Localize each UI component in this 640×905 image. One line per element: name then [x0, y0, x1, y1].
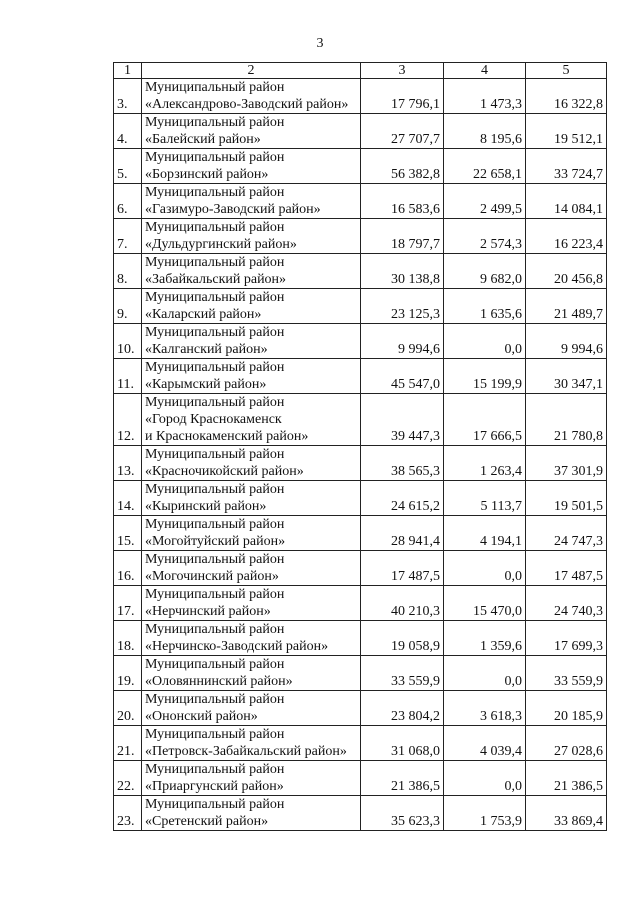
district-name-line: Муниципальный район: [145, 325, 285, 340]
district-name: [142, 114, 361, 149]
district-name-line: «Забайкальский район»: [145, 272, 287, 287]
value-c3: 39 447,3: [361, 394, 444, 446]
value-c5: 17 699,3: [526, 621, 607, 656]
row-number: 10.: [114, 324, 142, 359]
district-name-line: Муниципальный район: [145, 692, 285, 707]
district-name-line: Муниципальный район: [145, 657, 285, 672]
district-name-line: «Нерчинский район»: [145, 604, 271, 619]
table-row: [114, 586, 607, 621]
page-number: 3: [316, 36, 324, 51]
district-name-line: Муниципальный район: [145, 762, 285, 777]
district-name: [142, 691, 361, 726]
column-header-5: 5: [526, 63, 607, 79]
district-name-line: Муниципальный район: [145, 622, 285, 637]
row-number: 21.: [114, 726, 142, 761]
value-c4: 5 113,7: [444, 481, 526, 516]
value-c4: 15 470,0: [444, 586, 526, 621]
row-number: 15.: [114, 516, 142, 551]
district-name: [142, 219, 361, 254]
table-row: [114, 726, 607, 761]
value-c4: 0,0: [444, 551, 526, 586]
column-header-4: 4: [444, 63, 526, 79]
table-row: [114, 446, 607, 481]
value-c3: 17 487,5: [361, 551, 444, 586]
district-name-line: Муниципальный район: [145, 727, 285, 742]
value-c3: 33 559,9: [361, 656, 444, 691]
table-row: [114, 656, 607, 691]
table-row: [114, 184, 607, 219]
value-c4: 2 499,5: [444, 184, 526, 219]
value-c5: 33 724,7: [526, 149, 607, 184]
table-row: [114, 551, 607, 586]
district-name: [142, 761, 361, 796]
district-name-line: Муниципальный район: [145, 517, 285, 532]
row-number: 17.: [114, 586, 142, 621]
value-c5: 19 501,5: [526, 481, 607, 516]
table-row: [114, 114, 607, 149]
district-name-line: Муниципальный район: [145, 150, 285, 165]
value-c3: 18 797,7: [361, 219, 444, 254]
value-c5: 9 994,6: [526, 324, 607, 359]
district-name-line: Муниципальный район: [145, 360, 285, 375]
value-c3: 23 804,2: [361, 691, 444, 726]
district-name-line: «Петровск-Забайкальский район»: [145, 744, 347, 759]
district-name: [142, 796, 361, 831]
value-c5: 30 347,1: [526, 359, 607, 394]
table-row: [114, 79, 607, 114]
row-number: 22.: [114, 761, 142, 796]
value-c3: 23 125,3: [361, 289, 444, 324]
value-c5: 37 301,9: [526, 446, 607, 481]
row-number: 9.: [114, 289, 142, 324]
district-name-line: Муниципальный район: [145, 290, 285, 305]
district-name: [142, 446, 361, 481]
row-number: 7.: [114, 219, 142, 254]
value-c4: 1 263,4: [444, 446, 526, 481]
district-name-line: «Сретенский район»: [145, 814, 269, 829]
value-c4: 15 199,9: [444, 359, 526, 394]
value-c5: 20 456,8: [526, 254, 607, 289]
value-c4: 2 574,3: [444, 219, 526, 254]
district-name: [142, 184, 361, 219]
value-c3: 45 547,0: [361, 359, 444, 394]
value-c5: 19 512,1: [526, 114, 607, 149]
district-name-line: Муниципальный район: [145, 220, 285, 235]
row-number: 3.: [114, 79, 142, 114]
value-c5: 14 084,1: [526, 184, 607, 219]
table-row: [114, 324, 607, 359]
table-row: [114, 289, 607, 324]
value-c5: 21 780,8: [526, 394, 607, 446]
value-c3: 56 382,8: [361, 149, 444, 184]
value-c3: 30 138,8: [361, 254, 444, 289]
district-name-line: и Краснокаменский район»: [145, 429, 309, 444]
district-name-line: «Город Краснокаменск: [145, 412, 282, 427]
district-name: [142, 621, 361, 656]
district-name-line: «Каларский район»: [145, 307, 262, 322]
table-body: [114, 79, 607, 831]
district-name: [142, 359, 361, 394]
value-c4: 4 039,4: [444, 726, 526, 761]
column-header-2: 2: [142, 63, 361, 79]
district-name-line: Муниципальный район: [145, 587, 285, 602]
budget-table: [113, 62, 607, 831]
district-name: [142, 394, 361, 446]
value-c4: 17 666,5: [444, 394, 526, 446]
row-number: 18.: [114, 621, 142, 656]
table-row: [114, 219, 607, 254]
district-name-line: «Александрово-Заводский район»: [145, 97, 349, 112]
row-number: 6.: [114, 184, 142, 219]
value-c4: 0,0: [444, 324, 526, 359]
value-c3: 19 058,9: [361, 621, 444, 656]
value-c3: 17 796,1: [361, 79, 444, 114]
value-c3: 40 210,3: [361, 586, 444, 621]
district-name-line: Муниципальный район: [145, 447, 285, 462]
district-name: [142, 516, 361, 551]
district-name-line: «Нерчинско-Заводский район»: [145, 639, 329, 654]
value-c5: 16 322,8: [526, 79, 607, 114]
row-number: 23.: [114, 796, 142, 831]
table-row: [114, 481, 607, 516]
value-c5: 33 869,4: [526, 796, 607, 831]
district-name-line: «Борзинский район»: [145, 167, 269, 182]
table-row: [114, 394, 607, 446]
district-name-line: «Приаргунский район»: [145, 779, 284, 794]
district-name-line: «Ононский район»: [145, 709, 258, 724]
table-row: [114, 516, 607, 551]
value-c5: 17 487,5: [526, 551, 607, 586]
table-row: [114, 796, 607, 831]
district-name-line: Муниципальный район: [145, 482, 285, 497]
district-name-line: Муниципальный район: [145, 185, 285, 200]
row-number: 13.: [114, 446, 142, 481]
value-c5: 27 028,6: [526, 726, 607, 761]
value-c3: 27 707,7: [361, 114, 444, 149]
value-c3: 9 994,6: [361, 324, 444, 359]
value-c4: 8 195,6: [444, 114, 526, 149]
value-c5: 20 185,9: [526, 691, 607, 726]
table-header-row: [114, 63, 607, 79]
district-name-line: «Могочинский район»: [145, 569, 279, 584]
district-name-line: «Кыринский район»: [145, 499, 267, 514]
value-c4: 1 635,6: [444, 289, 526, 324]
district-name-line: Муниципальный район: [145, 255, 285, 270]
row-number: 19.: [114, 656, 142, 691]
district-name-line: Муниципальный район: [145, 552, 285, 567]
value-c5: 21 489,7: [526, 289, 607, 324]
table-row: [114, 254, 607, 289]
value-c4: 3 618,3: [444, 691, 526, 726]
table-row: [114, 359, 607, 394]
value-c3: 31 068,0: [361, 726, 444, 761]
value-c4: 0,0: [444, 656, 526, 691]
district-name-line: «Дульдургинский район»: [145, 237, 297, 252]
district-name-line: «Карымский район»: [145, 377, 267, 392]
district-name: [142, 79, 361, 114]
value-c3: 16 583,6: [361, 184, 444, 219]
row-number: 11.: [114, 359, 142, 394]
district-name: [142, 726, 361, 761]
district-name-line: Муниципальный район: [145, 80, 285, 95]
district-name: [142, 656, 361, 691]
row-number: 5.: [114, 149, 142, 184]
row-number: 8.: [114, 254, 142, 289]
table-row: [114, 149, 607, 184]
district-name-line: «Могойтуйский район»: [145, 534, 286, 549]
row-number: 20.: [114, 691, 142, 726]
value-c4: 4 194,1: [444, 516, 526, 551]
value-c3: 21 386,5: [361, 761, 444, 796]
value-c5: 16 223,4: [526, 219, 607, 254]
column-header-3: 3: [361, 63, 444, 79]
value-c5: 24 740,3: [526, 586, 607, 621]
district-name-line: «Красночикойский район»: [145, 464, 304, 479]
row-number: 16.: [114, 551, 142, 586]
column-header-1: 1: [114, 63, 142, 79]
value-c3: 24 615,2: [361, 481, 444, 516]
district-name: [142, 324, 361, 359]
district-name: [142, 254, 361, 289]
district-name: [142, 289, 361, 324]
district-name: [142, 481, 361, 516]
district-name-line: «Газимуро-Заводский район»: [145, 202, 321, 217]
value-c3: 28 941,4: [361, 516, 444, 551]
row-number: 4.: [114, 114, 142, 149]
value-c4: 22 658,1: [444, 149, 526, 184]
district-name-line: Муниципальный район: [145, 797, 285, 812]
value-c5: 21 386,5: [526, 761, 607, 796]
value-c3: 38 565,3: [361, 446, 444, 481]
value-c4: 0,0: [444, 761, 526, 796]
table-row: [114, 621, 607, 656]
value-c5: 24 747,3: [526, 516, 607, 551]
row-number: 12.: [114, 394, 142, 446]
district-name: [142, 149, 361, 184]
table-row: [114, 691, 607, 726]
value-c4: 1 473,3: [444, 79, 526, 114]
district-name-line: «Балейский район»: [145, 132, 261, 147]
value-c4: 1 359,6: [444, 621, 526, 656]
district-name-line: «Оловяннинский район»: [145, 674, 293, 689]
district-name: [142, 551, 361, 586]
value-c4: 9 682,0: [444, 254, 526, 289]
value-c3: 35 623,3: [361, 796, 444, 831]
value-c5: 33 559,9: [526, 656, 607, 691]
district-name-line: «Калганский район»: [145, 342, 268, 357]
row-number: 14.: [114, 481, 142, 516]
district-name-line: Муниципальный район: [145, 395, 285, 410]
district-name-line: Муниципальный район: [145, 115, 285, 130]
value-c4: 1 753,9: [444, 796, 526, 831]
table-row: [114, 761, 607, 796]
district-name: [142, 586, 361, 621]
